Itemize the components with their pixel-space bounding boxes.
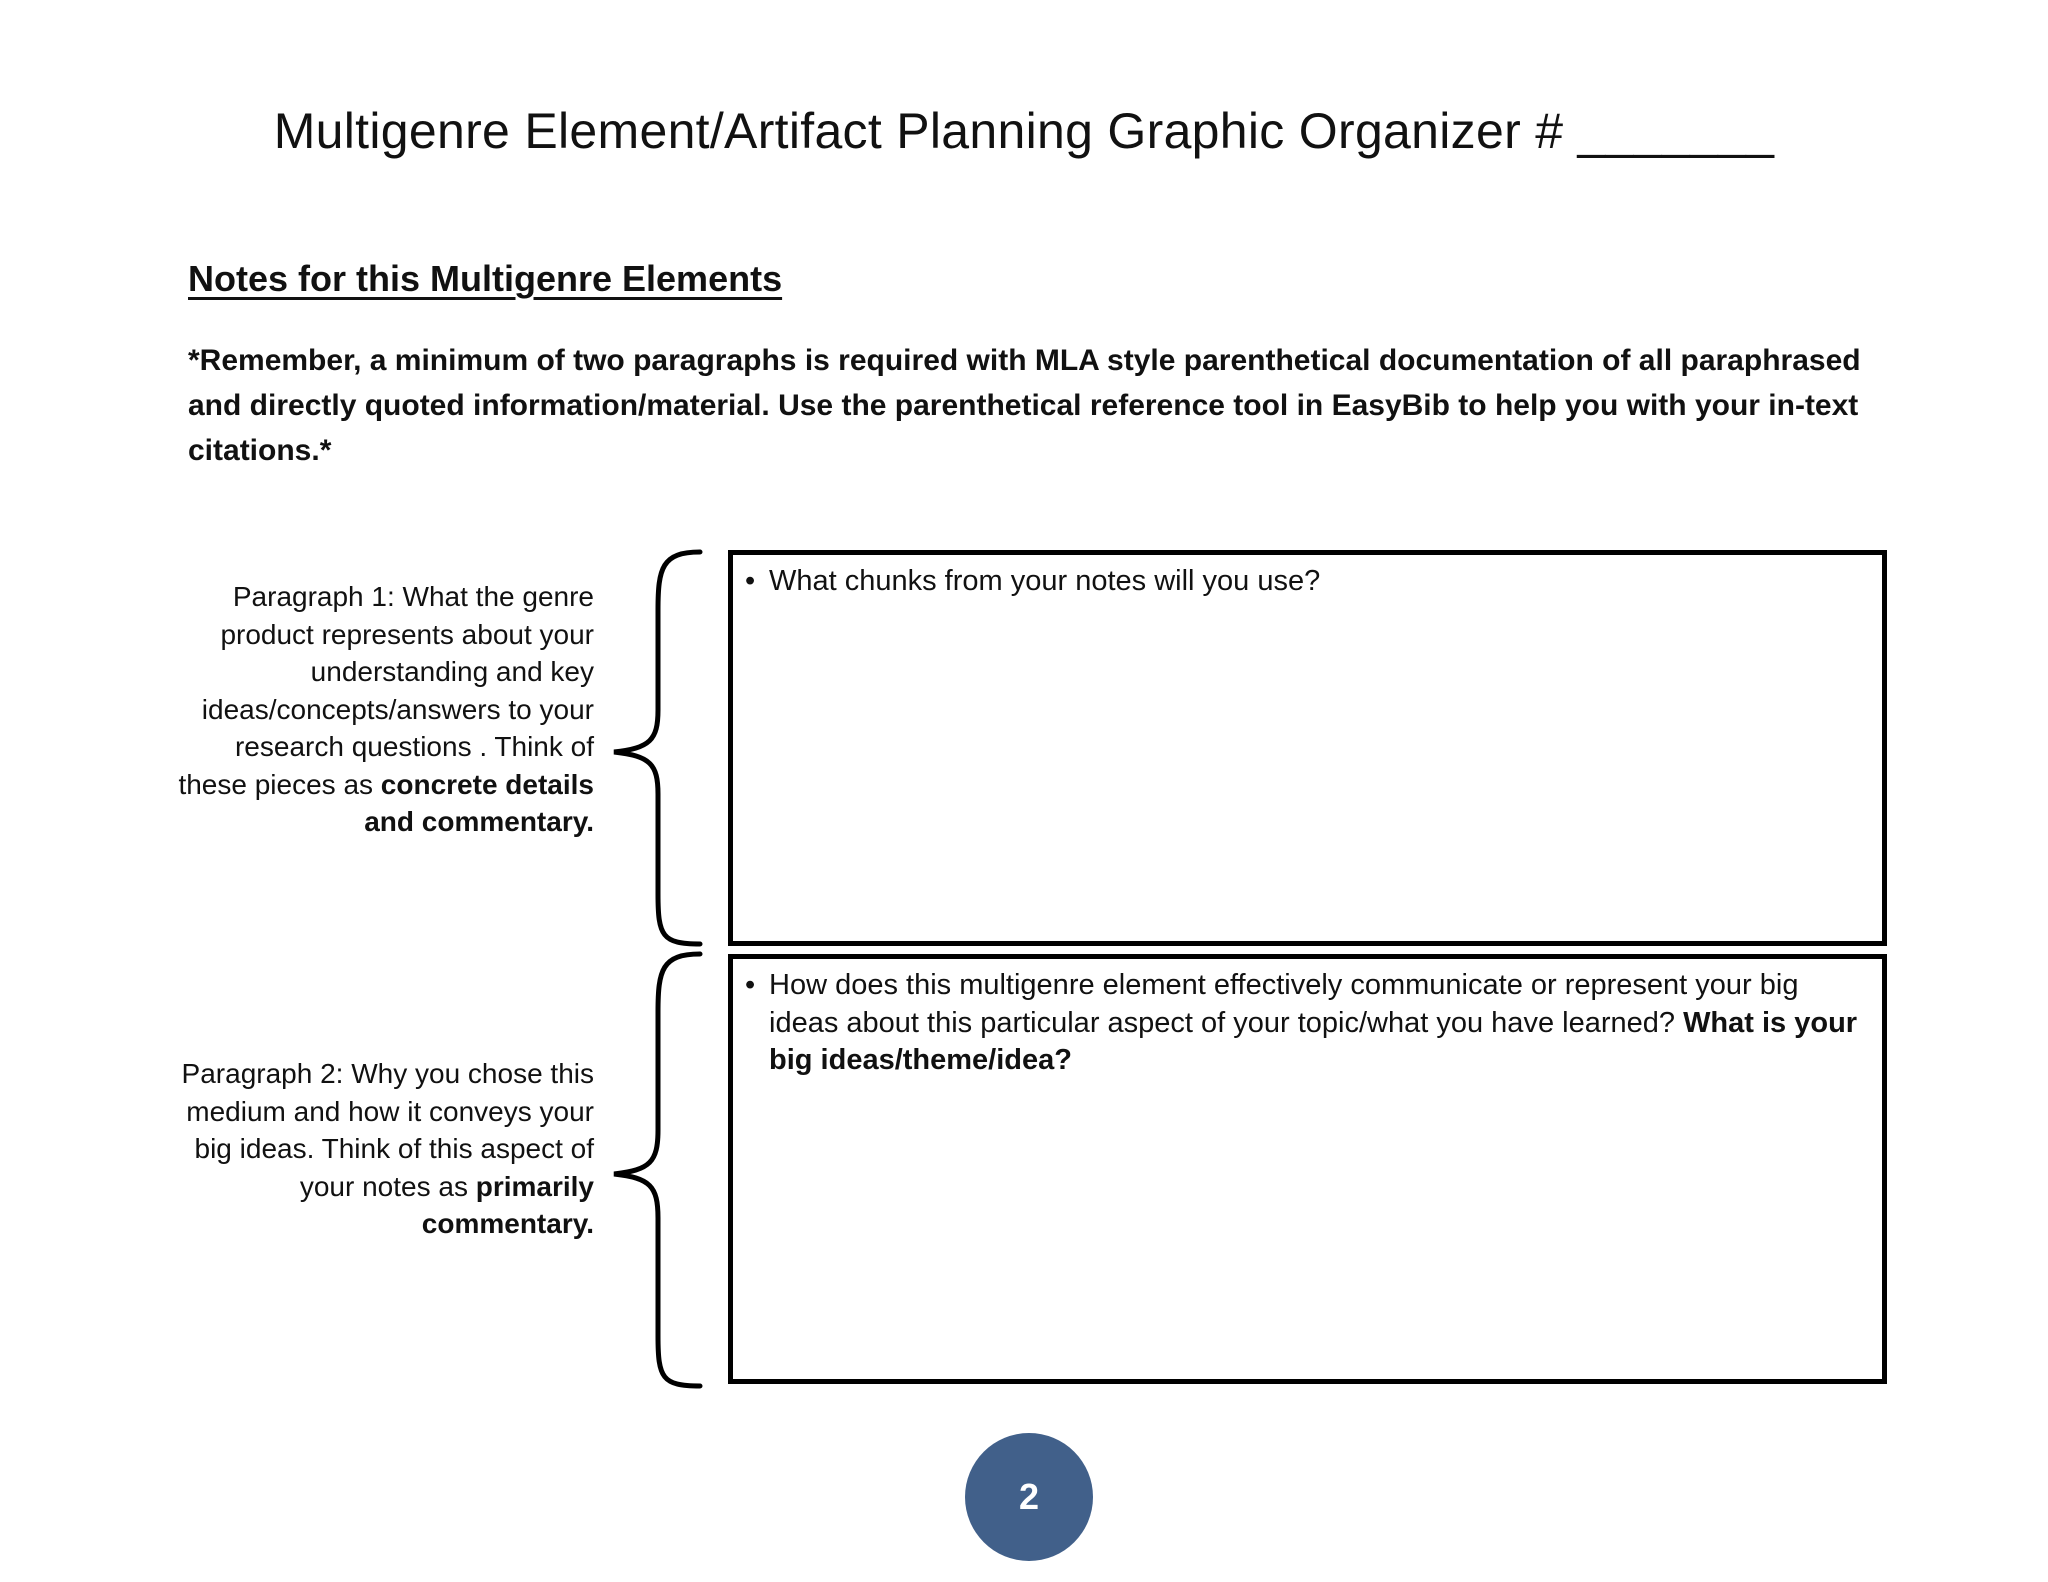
paragraph-2-notes-box[interactable] (728, 954, 1887, 1384)
paragraph-2-label-text: Paragraph 2: Why you chose this medium and how it conveys your big ideas. Think of this aspect of your notes as (181, 1058, 594, 1202)
paragraph-1-label-emphasis: concrete details and commentary. (364, 768, 594, 837)
reminder-note: *Remember, a minimum of two paragraphs is required with MLA style parenthetical documentation of all paraphrased and directly quoted information/material. Use the parenthetical reference tool in EasyBib to help you with your in-text citations.* (188, 344, 1861, 467)
section-heading: Notes for this Multigenre Elements (188, 258, 783, 299)
bullet-icon: • (745, 565, 756, 597)
paragraph-1-prompt-text: What chunks from your notes will you use? (769, 565, 1321, 597)
curly-brace-1 (614, 552, 700, 944)
paragraph-2-label-emphasis: primarily commentary. (421, 1170, 594, 1239)
page-title: Multigenre Element/Artifact Planning Graphic Organizer # _______ (273, 103, 1775, 159)
paragraph-1-label (164, 578, 594, 841)
bullet-icon: • (745, 969, 756, 1001)
curly-brace-2 (614, 954, 700, 1386)
paragraph-1-label-text: Paragraph 1: What the genre product represents about your understanding and key ideas/concepts/answers to your research questions . Think of these pieces as (178, 581, 594, 800)
paragraph-2-label (164, 1055, 594, 1243)
curly-braces (610, 550, 710, 1390)
paragraph-2-prompt-emphasis: What is your big ideas/theme/idea? (769, 1006, 1858, 1076)
paragraph-1-notes-box[interactable] (728, 550, 1887, 946)
paragraph-2-prompt-text: How does this multigenre element effectively communicate or represent your big ideas about this particular aspect of your topic/what you have learned? (769, 969, 1799, 1039)
paragraph-2-prompt (745, 967, 1874, 1080)
paragraph-1-prompt (745, 563, 1874, 601)
page-number-badge: 2 (965, 1433, 1093, 1561)
